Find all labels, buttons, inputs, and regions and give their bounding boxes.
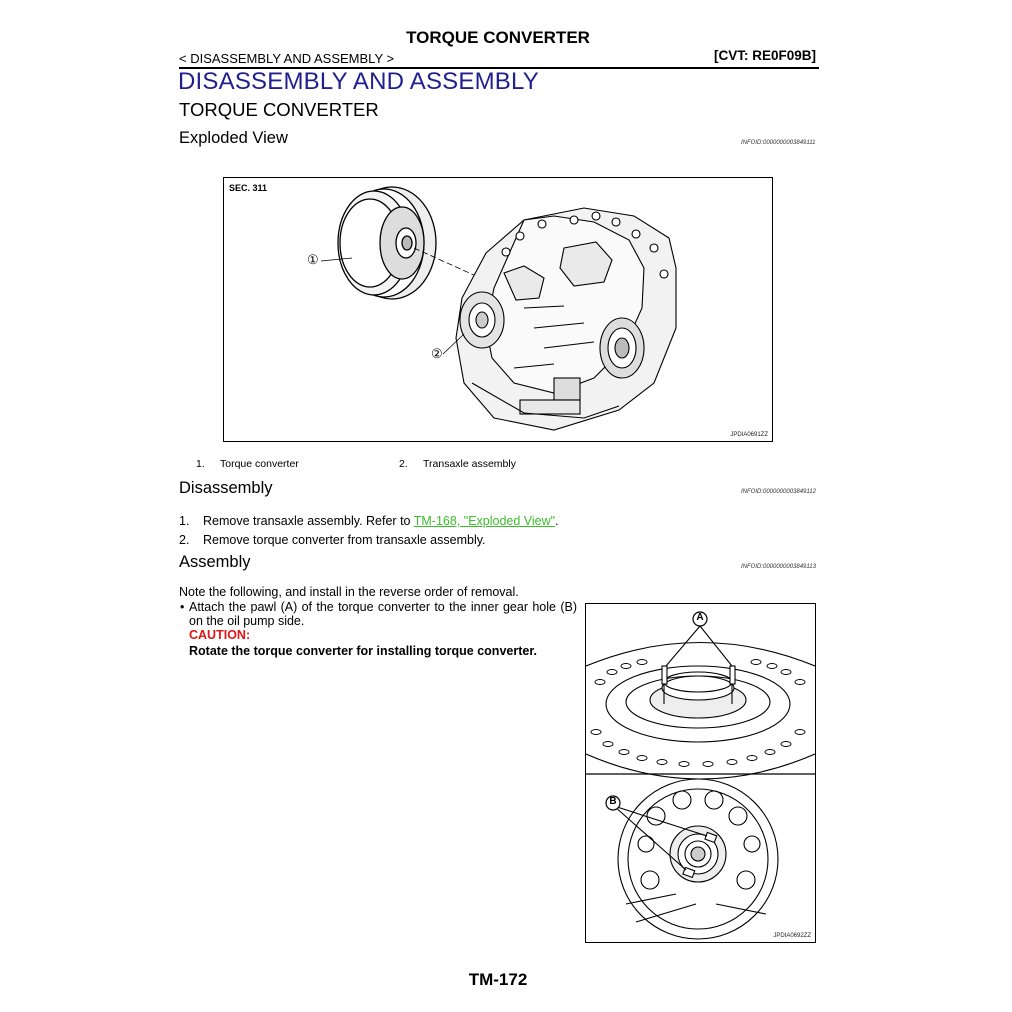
page-header-title: TORQUE CONVERTER xyxy=(406,28,590,47)
disassembly-step-1 xyxy=(179,514,559,528)
caution-text: Rotate the torque converter for installing torque converter. xyxy=(189,644,537,658)
step-text: Remove torque converter from transaxle assembly. xyxy=(203,533,486,547)
assembly-bullet-text: Attach the pawl (A) of the torque converter to the inner gear hole (B) on the oil pump side. xyxy=(189,600,577,628)
assembly-info-id: INFOID:0000000003849113 xyxy=(741,564,816,570)
assembly-heading: Assembly xyxy=(179,553,251,571)
step-text: Remove transaxle assembly. Refer to xyxy=(203,514,414,528)
exploded-view-figure xyxy=(223,177,773,442)
breadcrumb: < DISASSEMBLY AND ASSEMBLY > xyxy=(179,51,395,66)
legend-text-1: Torque converter xyxy=(220,458,299,470)
legend-num-1: 1. xyxy=(196,458,205,470)
disassembly-step-2 xyxy=(179,533,486,547)
converter-hub-drawing xyxy=(586,626,815,779)
disassembly-info-id: INFOID:0000000003849112 xyxy=(741,489,816,495)
callout-b: B xyxy=(609,796,617,807)
model-code: [CVT: RE0F09B] xyxy=(713,48,816,63)
section-title: DISASSEMBLY AND ASSEMBLY xyxy=(178,68,539,95)
assembly-figure xyxy=(585,603,816,943)
step-number: 2. xyxy=(179,533,190,547)
step-number: 1. xyxy=(179,514,190,528)
transaxle-drawing xyxy=(456,208,676,430)
section-subtitle: TORQUE CONVERTER xyxy=(179,99,379,120)
assembly-note: Note the following, and install in the reverse order of removal. xyxy=(179,585,519,599)
bullet-dot: • xyxy=(180,600,185,614)
exploded-view-link[interactable]: TM-168, "Exploded View" xyxy=(413,514,556,528)
step-text-end: . xyxy=(555,514,559,528)
exploded-view-heading: Exploded View xyxy=(179,129,288,147)
callout-2: ② xyxy=(431,346,443,361)
torque-converter-drawing xyxy=(338,187,436,299)
figure-code: JPDIA0692ZZ xyxy=(773,933,811,939)
legend-num-2: 2. xyxy=(399,458,408,470)
exploded-view-info-id: INFOID:0000000003849111 xyxy=(741,140,816,146)
page-number: TM-172 xyxy=(468,970,528,989)
figure-code: JPDIA0691ZZ xyxy=(730,432,768,438)
disassembly-heading: Disassembly xyxy=(179,479,273,497)
oil-pump-drawing xyxy=(614,779,778,939)
transaxle-illustration xyxy=(224,178,772,441)
sec-label: SEC. 311 xyxy=(229,183,268,193)
callout-1: ① xyxy=(307,252,319,267)
legend-text-2: Transaxle assembly xyxy=(423,458,516,470)
caution-label: CAUTION: xyxy=(189,628,251,642)
callout-a: A xyxy=(696,612,704,623)
pawl-and-gear-illustration xyxy=(586,604,815,942)
